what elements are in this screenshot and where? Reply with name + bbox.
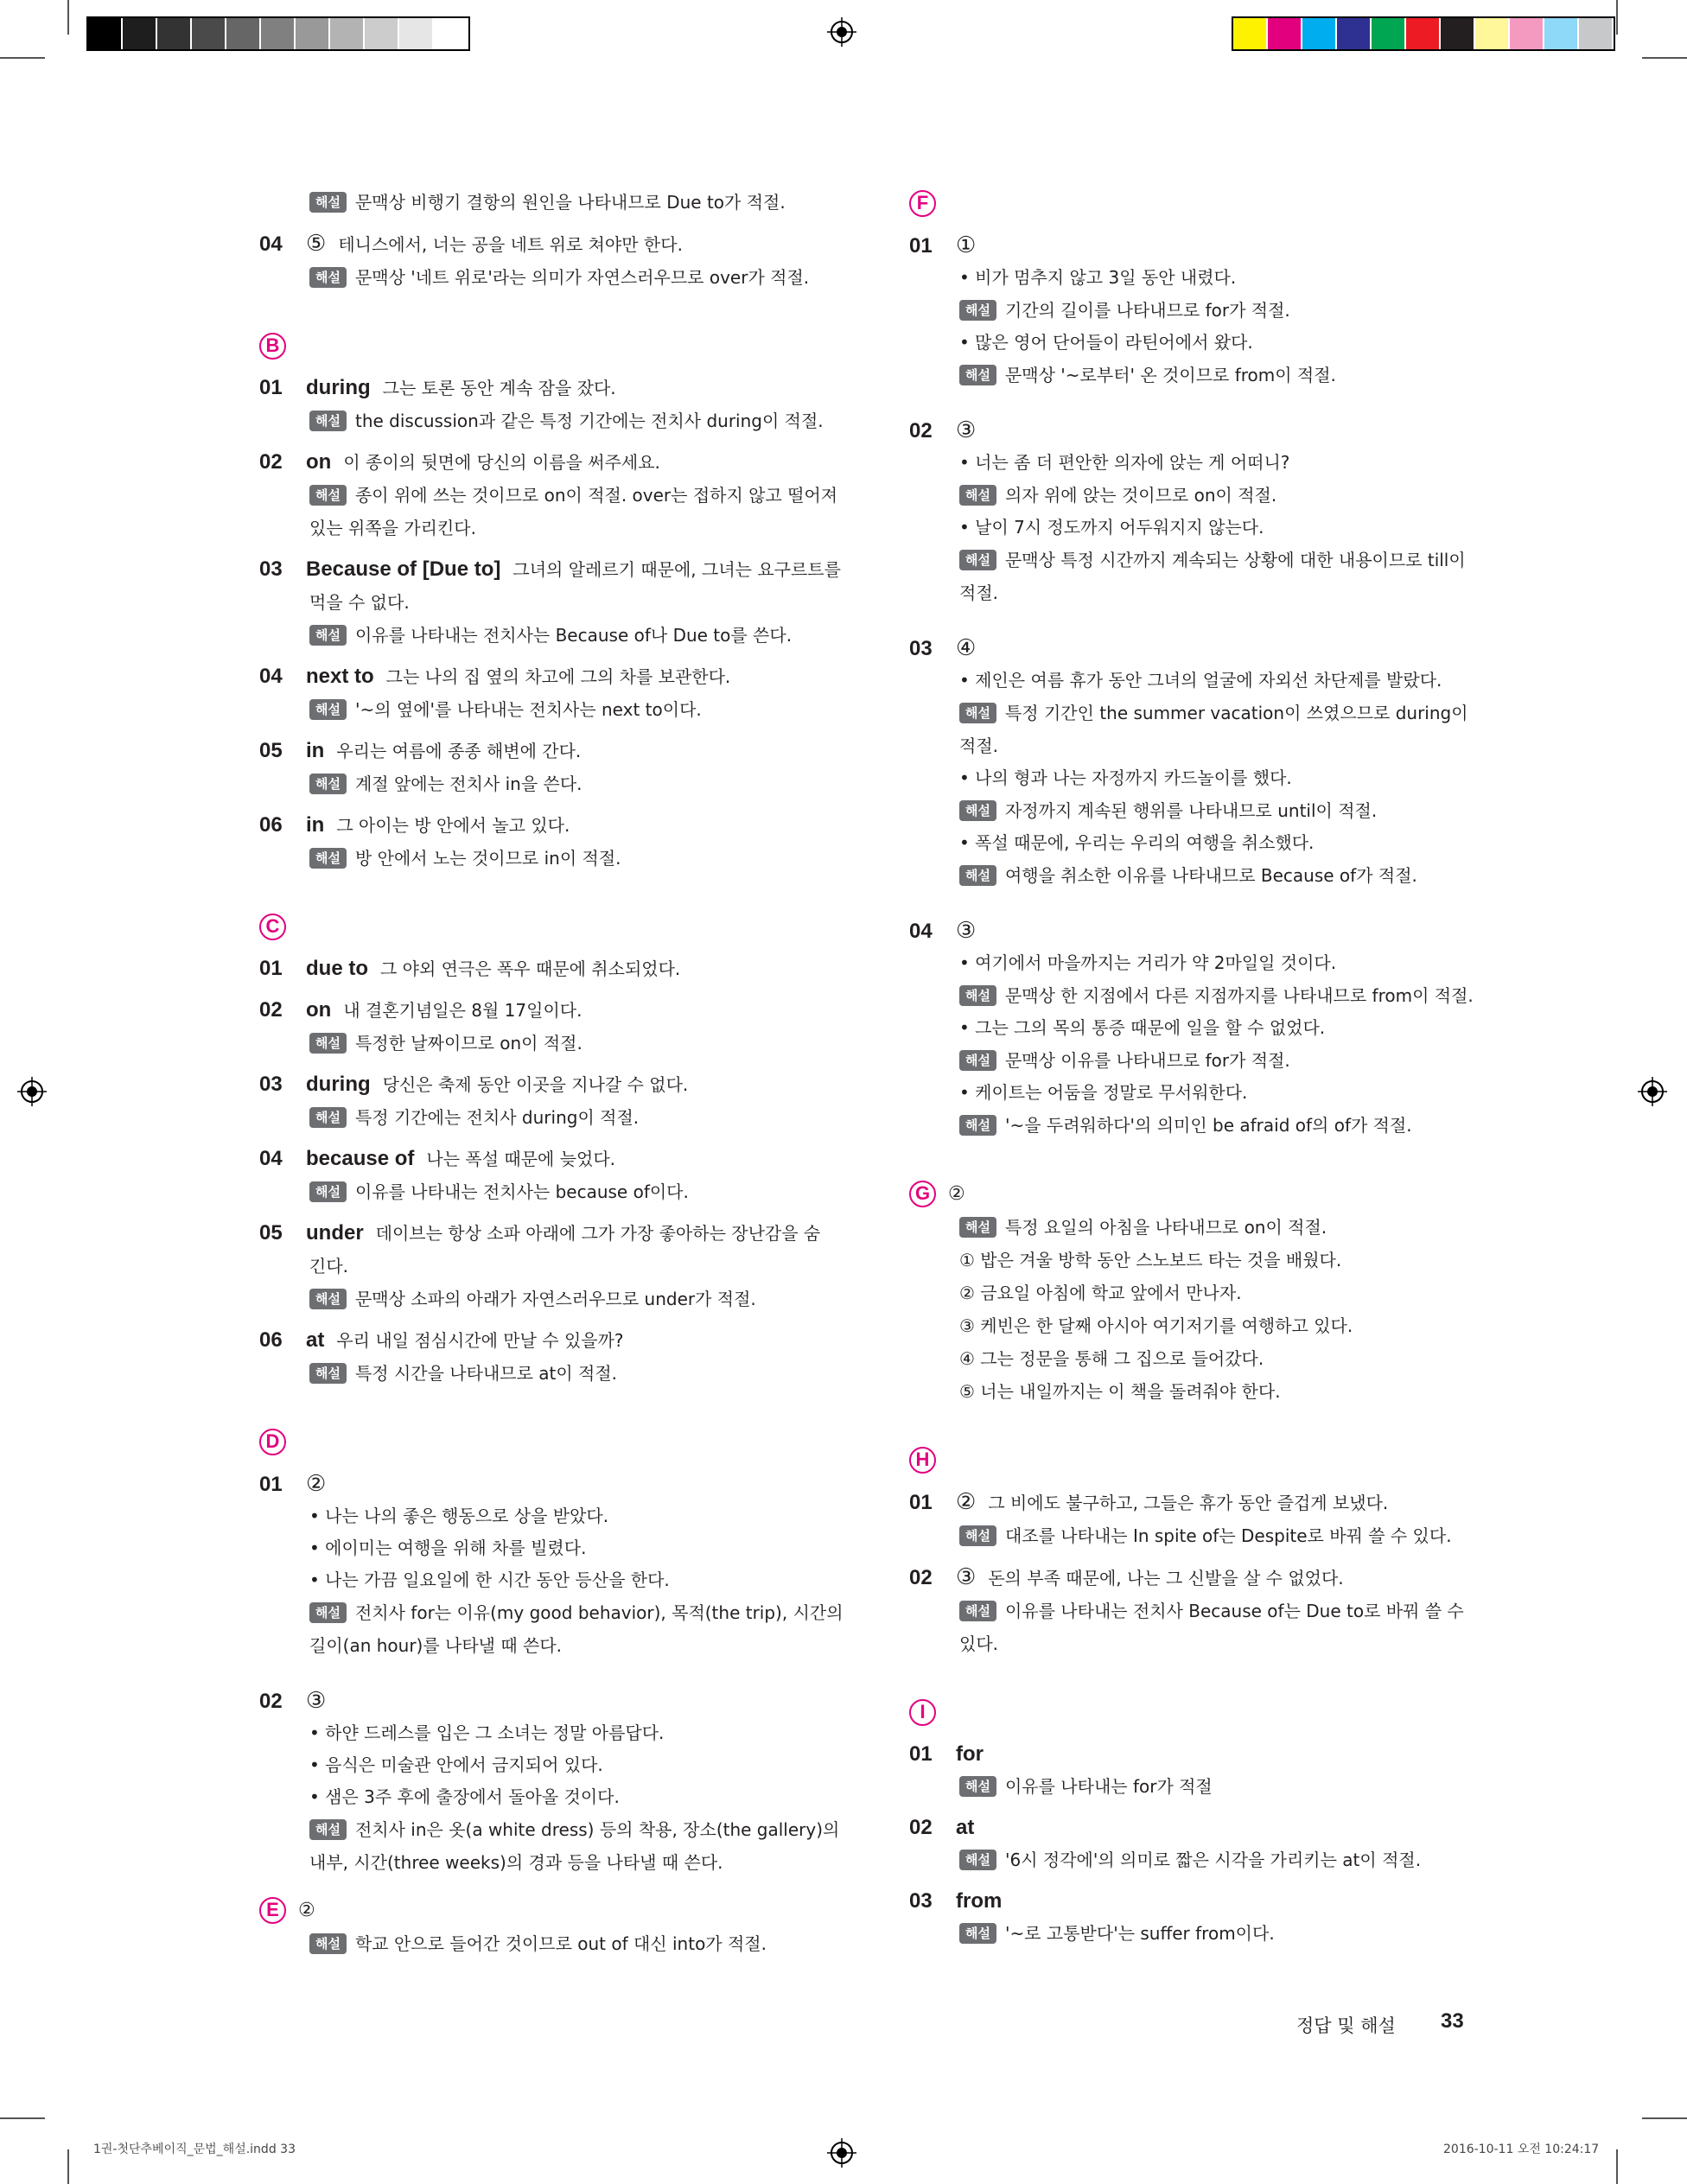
item-number: 03	[909, 637, 933, 660]
section-letter-i: I	[909, 1699, 936, 1726]
bullet-sentence: • 샘은 3주 후에 출장에서 돌아올 것이다.	[259, 1781, 864, 1813]
translation-continued: 먹을 수 없다.	[309, 592, 410, 613]
translation: 그는 나의 집 옆의 차고에 그의 차를 보관한다.	[385, 666, 731, 687]
explanation-badge: 해설	[309, 267, 347, 288]
answer-item	[259, 553, 864, 652]
gray-swatch	[434, 18, 468, 49]
translation: 내 결혼기념일은 8월 17일이다.	[343, 1000, 582, 1021]
item-number: 06	[259, 813, 283, 837]
explanation-text: 문맥상 한 지점에서 다른 지점까지를 나타내므로 from이 적절.	[1004, 985, 1474, 1006]
explanation	[259, 1175, 864, 1208]
explanation	[909, 359, 1497, 392]
color-swatch	[1544, 18, 1579, 49]
translation: 이 종이의 뒷면에 당신의 이름을 써주세요.	[343, 452, 660, 473]
explanation-badge: 해설	[309, 774, 347, 794]
crop-mark	[67, 0, 69, 35]
answer: ③	[956, 1563, 977, 1589]
gray-swatch	[399, 18, 434, 49]
section-c	[259, 909, 864, 1390]
explanation	[909, 697, 1497, 729]
explanation-badge: 해설	[309, 1107, 347, 1128]
explanation-text: '~을 두려워하다'의 의미인 be afraid of의 of가 적절.	[1004, 1115, 1412, 1136]
explanation-continued: 적절.	[959, 583, 998, 603]
explanation	[259, 1283, 864, 1315]
explanation-text: 문맥상 소파의 아래가 자연스러우므로 under가 적절.	[354, 1289, 756, 1309]
explanation	[909, 794, 1497, 827]
bullet-sentence: • 너는 좀 더 편안한 의자에 앉는 게 어떠니?	[909, 447, 1497, 479]
answer-item	[259, 660, 864, 726]
grayscale-color-bar	[86, 16, 470, 51]
explanation-text: 대조를 나타내는 In spite of는 Despite로 바꿔 쓸 수 있다.	[1004, 1525, 1452, 1546]
explanation	[259, 261, 864, 294]
registration-mark-icon	[827, 17, 856, 47]
explanation-text: 여행을 취소한 이유를 나타내므로 Because of가 적절.	[1004, 865, 1417, 886]
explanation-badge: 해설	[309, 848, 347, 869]
explanation	[909, 1843, 1497, 1876]
item-number: 05	[259, 739, 283, 762]
item-number: 02	[259, 450, 283, 474]
item-number: 02	[909, 1566, 933, 1589]
explanation-text: 의자 위에 앉는 것이므로 on이 적절.	[1004, 485, 1277, 506]
gray-swatch	[226, 18, 261, 49]
explanation	[259, 1813, 864, 1846]
explanation	[909, 979, 1497, 1012]
gray-swatch	[261, 18, 296, 49]
translation: 당신은 축제 동안 이곳을 지나갈 수 없다.	[382, 1074, 689, 1095]
bullet-sentence: • 제인은 여름 휴가 동안 그녀의 얼굴에 자외선 차단제를 발랐다.	[909, 665, 1497, 697]
bullet-sentence: • 날이 7시 정도까지 어두워지지 않는다.	[909, 512, 1497, 544]
explanation	[909, 1211, 1497, 1244]
answer-item	[909, 1486, 1497, 1552]
answer: at	[306, 1328, 325, 1352]
answer-item	[259, 952, 864, 985]
crop-mark	[67, 2149, 69, 2184]
answer: ③	[956, 417, 977, 443]
answer: from	[956, 1889, 1003, 1913]
item-number: 03	[909, 1889, 933, 1913]
crop-mark	[1616, 0, 1618, 35]
explanation-badge: 해설	[309, 699, 347, 720]
explanation	[259, 767, 864, 800]
section-letter-e: E	[259, 1897, 286, 1924]
bullet-sentence: • 비가 멈추지 않고 3일 동안 내렸다.	[909, 262, 1497, 294]
section-b	[259, 328, 864, 875]
explanation-text: 문맥상 '네트 위로'라는 의미가 자연스러우므로 over가 적절.	[354, 267, 810, 288]
explanation-text: 문맥상 특정 시간까지 계속되는 상황에 대한 내용이므로 till이	[1004, 550, 1466, 570]
answer: at	[956, 1816, 975, 1839]
explanation-text: the discussion과 같은 특정 기간에는 전치사 during이 적절.	[354, 411, 824, 431]
item-number: 02	[259, 1690, 283, 1713]
explanation	[909, 1595, 1497, 1627]
section-letter-d: D	[259, 1429, 286, 1455]
answer: ②	[948, 1182, 965, 1205]
explanation-badge: 해설	[959, 1923, 996, 1944]
answer-item	[259, 1143, 864, 1208]
explanation	[909, 1519, 1497, 1552]
explanation-badge: 해설	[309, 1602, 347, 1623]
option-translation: ④ 그는 정문을 통해 그 집으로 들어갔다.	[959, 1348, 1264, 1369]
item-number: 03	[259, 557, 283, 581]
item-number: 03	[259, 1073, 283, 1096]
gray-swatch	[88, 18, 123, 49]
print-timestamp: 2016-10-11 오전 10:24:17	[1443, 2143, 1600, 2156]
explanation	[259, 619, 864, 652]
answer: during	[306, 376, 371, 399]
gray-swatch	[157, 18, 192, 49]
explanation-badge: 해설	[309, 411, 347, 431]
item-number: 04	[259, 1147, 283, 1170]
explanation-badge: 해설	[309, 1363, 347, 1384]
explanation-text: 문맥상 비행기 결항의 원인을 나타내므로 Due to가 적절.	[354, 192, 786, 213]
explanation-badge: 해설	[309, 1819, 347, 1840]
explanation	[909, 1917, 1497, 1950]
gray-swatch	[296, 18, 330, 49]
explanation-continued: 적절.	[959, 735, 998, 756]
explanation-text: '6시 정각에'의 의미로 짧은 시각을 가리키는 at이 적절.	[1004, 1850, 1422, 1870]
explanation-badge: 해설	[959, 365, 996, 385]
translation: 돈의 부족 때문에, 나는 그 신발을 살 수 없었다.	[988, 1568, 1344, 1589]
answer: under	[306, 1221, 364, 1245]
answer: ②	[298, 1899, 315, 1921]
explanation-text: 이유를 나타내는 for가 적절	[1004, 1776, 1213, 1797]
section-i	[909, 1695, 1497, 1950]
gray-swatch	[330, 18, 365, 49]
page-number: 33	[1441, 2009, 1464, 2033]
item-number: 02	[909, 1816, 933, 1839]
color-swatch	[1441, 18, 1475, 49]
answer-item	[259, 1068, 864, 1134]
explanation-text: 특정 기간에는 전치사 during이 적절.	[354, 1107, 640, 1128]
explanation-badge: 해설	[959, 985, 996, 1006]
option-translation: ① 밥은 겨울 방학 동안 스노보드 타는 것을 배웠다.	[959, 1250, 1342, 1270]
answer: during	[306, 1073, 371, 1096]
bullet-sentence: • 그는 그의 목의 통증 때문에 일을 할 수 없었다.	[909, 1012, 1497, 1044]
explanation-continued: 있다.	[959, 1633, 998, 1654]
translation: 그 아이는 방 안에서 놀고 있다.	[336, 815, 570, 836]
explanation-text: 방 안에서 노는 것이므로 in이 적절.	[354, 848, 621, 869]
item-number: 05	[259, 1221, 283, 1245]
color-swatch	[1372, 18, 1406, 49]
section-letter-b: B	[259, 333, 286, 360]
answer-item	[909, 914, 1497, 1142]
explanation-badge: 해설	[959, 485, 996, 506]
answer-item	[259, 735, 864, 800]
crop-mark	[1642, 57, 1687, 59]
option-translation: ③ 케빈은 한 달째 아시아 여기저기를 여행하고 있다.	[959, 1315, 1353, 1336]
registration-mark-icon	[17, 1077, 47, 1106]
answer: due to	[306, 957, 368, 980]
answer-item	[259, 1217, 864, 1315]
answer: ②	[956, 1488, 977, 1514]
item-number: 01	[909, 1491, 933, 1514]
crop-mark	[1616, 2149, 1618, 2184]
explanation-continued: 있는 위쪽을 가리킨다.	[309, 518, 476, 538]
explanation-badge: 해설	[959, 1776, 996, 1797]
explanation-badge: 해설	[959, 550, 996, 570]
item-number: 01	[259, 376, 283, 399]
explanation	[259, 1357, 864, 1390]
explanation-badge: 해설	[309, 1933, 347, 1954]
explanation-badge: 해설	[959, 1050, 996, 1071]
explanation-badge: 해설	[959, 1850, 996, 1870]
explanation-text: 이유를 나타내는 전치사 Because of는 Due to로 바꿔 쓸 수	[1004, 1601, 1464, 1621]
color-swatch	[1510, 18, 1544, 49]
explanation-badge: 해설	[959, 1115, 996, 1136]
answer: ③	[956, 917, 977, 943]
registration-mark-icon	[1638, 1077, 1667, 1106]
answer: ②	[306, 1470, 327, 1496]
bullet-sentence: • 나의 형과 나는 자정까지 카드놀이를 했다.	[909, 762, 1497, 794]
explanation-badge: 해설	[309, 192, 347, 213]
explanation	[909, 1044, 1497, 1077]
bullet-sentence: • 나는 가끔 일요일에 한 시간 동안 등산을 한다.	[259, 1564, 864, 1596]
left-column	[259, 186, 864, 1960]
translation-continued: 긴다.	[309, 1256, 348, 1277]
footer-title: 정답 및 해설	[1296, 2015, 1396, 2036]
bullet-sentence: • 에이미는 여행을 위해 차를 빌렸다.	[259, 1532, 864, 1564]
answer-item	[909, 414, 1497, 609]
explanation-badge: 해설	[309, 1181, 347, 1202]
bullet-sentence: • 여기에서 마을까지는 거리가 약 2마일일 것이다.	[909, 947, 1497, 979]
explanation-text: 특정한 날짜이므로 on이 적절.	[354, 1033, 582, 1054]
item-number: 02	[909, 419, 933, 443]
section-letter-g: G	[909, 1181, 936, 1207]
explanation-badge: 해설	[959, 703, 996, 723]
explanation-text: 종이 위에 쓰는 것이므로 on이 적절. over는 접하지 않고 떨어져	[354, 485, 838, 506]
explanation	[259, 1596, 864, 1629]
translation: 우리 내일 점심시간에 만날 수 있을까?	[336, 1330, 624, 1351]
explanation-text: 문맥상 '~로부터' 온 것이므로 from이 적절.	[1004, 365, 1336, 385]
crop-mark	[0, 2117, 45, 2119]
explanation-text: 특정 시간을 나타내므로 at이 적절.	[354, 1363, 618, 1384]
section-e	[259, 1893, 864, 1960]
explanation-badge: 해설	[959, 1525, 996, 1546]
bullet-sentence: • 폭설 때문에, 우리는 우리의 여행을 취소했다.	[909, 827, 1497, 859]
translation: 그는 토론 동안 계속 잠을 잤다.	[382, 378, 616, 398]
translation: 그녀의 알레르기 때문에, 그녀는 요구르트를	[512, 559, 841, 580]
answer: Because of [Due to]	[306, 557, 501, 581]
explanation	[909, 1770, 1497, 1803]
answer: ④	[956, 634, 977, 660]
bullet-sentence: • 많은 영어 단어들이 라틴어에서 왔다.	[909, 327, 1497, 359]
explanation-badge: 해설	[959, 1601, 996, 1621]
item-number: 04	[909, 920, 933, 943]
color-swatch	[1302, 18, 1337, 49]
explanation	[909, 859, 1497, 892]
explanation	[259, 479, 864, 512]
color-swatch	[1406, 18, 1441, 49]
item-number: 01	[259, 957, 283, 980]
answer-item	[259, 446, 864, 544]
crop-mark	[0, 57, 45, 59]
answer: ⑤	[306, 230, 327, 256]
explanation-text: 자정까지 계속된 행위를 나타내므로 until이 적절.	[1004, 800, 1378, 821]
item-number: 04	[259, 232, 283, 256]
color-swatch	[1268, 18, 1302, 49]
option-translation: ⑤ 너는 내일까지는 이 책을 돌려줘야 한다.	[959, 1381, 1281, 1402]
answer: in	[306, 813, 325, 837]
color-swatch	[1233, 18, 1268, 49]
explanation-badge: 해설	[309, 1033, 347, 1054]
section-g	[909, 1176, 1497, 1408]
explanation-text: 이유를 나타내는 전치사는 because of이다.	[354, 1181, 689, 1202]
bullet-sentence: • 하얀 드레스를 입은 그 소녀는 정말 아름답다.	[259, 1717, 864, 1749]
crop-mark	[1642, 2117, 1687, 2119]
item-number: 01	[909, 234, 933, 258]
answer: ①	[956, 232, 977, 258]
explanation	[259, 404, 864, 437]
registration-mark-icon	[827, 2138, 856, 2168]
item-number: 01	[259, 1473, 283, 1496]
answer: on	[306, 998, 332, 1022]
explanation	[259, 842, 864, 875]
answer-item	[259, 809, 864, 875]
explanation-text: 기간의 길이를 나타내므로 for가 적절.	[1004, 300, 1290, 321]
item-number: 06	[259, 1328, 283, 1352]
explanation-badge: 해설	[959, 800, 996, 821]
answer: for	[956, 1742, 984, 1766]
gray-swatch	[123, 18, 157, 49]
explanation-text: '~로 고통받다'는 suffer from이다.	[1004, 1923, 1275, 1944]
answer: next to	[306, 665, 374, 688]
explanation-badge: 해설	[959, 300, 996, 321]
right-column	[909, 186, 1497, 1950]
explanation-text: 전치사 in은 옷(a white dress) 등의 착용, 장소(the gallery)의	[354, 1819, 840, 1840]
explanation-text: 전치사 for는 이유(my good behavior), 목적(the trip), 시간의	[354, 1602, 844, 1623]
item-number: 04	[259, 665, 283, 688]
answer: because of	[306, 1147, 415, 1170]
explanation-badge: 해설	[959, 1217, 996, 1238]
explanation-continued: 길이(an hour)를 나타낼 때 쓴다.	[309, 1635, 563, 1656]
explanation	[259, 1101, 864, 1134]
explanation	[309, 186, 864, 219]
answer-item	[909, 229, 1497, 392]
explanation-badge: 해설	[309, 485, 347, 506]
translation: 테니스에서, 너는 공을 네트 위로 쳐야만 한다.	[338, 234, 683, 255]
answer: on	[306, 450, 332, 474]
explanation	[909, 479, 1497, 512]
explanation-badge: 해설	[959, 865, 996, 886]
answer: in	[306, 739, 325, 762]
explanation	[909, 294, 1497, 327]
bullet-sentence: • 음식은 미술관 안에서 금지되어 있다.	[259, 1749, 864, 1781]
explanation-text: '~의 옆에'를 나타내는 전치사는 next to이다.	[354, 699, 702, 720]
section-d	[259, 1424, 864, 1879]
item-number: 01	[909, 1742, 933, 1766]
explanation-text: 특정 요일의 아침을 나타내므로 on이 적절.	[1004, 1217, 1327, 1238]
color-swatch	[1475, 18, 1510, 49]
explanation-text: 문맥상 이유를 나타내므로 for가 적절.	[1004, 1050, 1290, 1071]
explanation-text: 학교 안으로 들어간 것이므로 out of 대신 into가 적절.	[354, 1933, 767, 1954]
explanation-continued: 내부, 시간(three weeks)의 경과 등을 나타낼 때 쓴다.	[309, 1852, 723, 1873]
explanation-text: 이유를 나타내는 전치사는 Because of나 Due to를 쓴다.	[354, 625, 793, 646]
gray-swatch	[365, 18, 399, 49]
bullet-sentence: • 나는 나의 좋은 행동으로 상을 받았다.	[259, 1500, 864, 1532]
section-letter-h: H	[909, 1447, 936, 1474]
explanation-text: 특정 기간인 the summer vacation이 쓰였으므로 during이	[1004, 703, 1468, 723]
explanation	[909, 1109, 1497, 1142]
translation: 나는 폭설 때문에 늦었다.	[426, 1149, 616, 1169]
translation: 데이브는 항상 소파 아래에 그가 가장 좋아하는 장난감을 숨	[375, 1223, 821, 1244]
answer-item	[909, 632, 1497, 892]
section-f	[909, 186, 1497, 1142]
gray-swatch	[192, 18, 226, 49]
translation: 그 비에도 불구하고, 그들은 휴가 동안 즐겁게 보냈다.	[988, 1493, 1389, 1513]
option-translation: ② 금요일 아침에 학교 앞에서 만나자.	[959, 1283, 1242, 1303]
color-swatch	[1337, 18, 1372, 49]
translation: 그 야외 연극은 폭우 때문에 취소되었다.	[380, 958, 681, 979]
file-slug: 1권-첫단추베이직_문법_해설.indd 33	[93, 2143, 296, 2156]
answer-item	[259, 227, 864, 261]
answer-item	[259, 372, 864, 437]
process-color-bar	[1232, 16, 1615, 51]
answer-item	[259, 994, 864, 1060]
explanation	[259, 1027, 864, 1060]
translation: 우리는 여름에 종종 해변에 간다.	[336, 741, 582, 761]
explanation-badge: 해설	[309, 625, 347, 646]
section-letter-f: F	[909, 190, 936, 217]
bullet-sentence: • 케이트는 어둠을 정말로 무서워한다.	[909, 1077, 1497, 1109]
section-letter-c: C	[259, 914, 286, 940]
explanation-text: 계절 앞에는 전치사 in을 쓴다.	[354, 774, 582, 794]
answer-item	[259, 1324, 864, 1390]
explanation-badge: 해설	[309, 1289, 347, 1309]
answer: ③	[306, 1687, 327, 1713]
answer-item	[909, 1561, 1497, 1660]
explanation	[259, 1927, 864, 1960]
item-number: 02	[259, 998, 283, 1022]
color-swatch	[1579, 18, 1614, 49]
section-h	[909, 1442, 1497, 1660]
explanation	[259, 693, 864, 726]
explanation	[909, 544, 1497, 576]
